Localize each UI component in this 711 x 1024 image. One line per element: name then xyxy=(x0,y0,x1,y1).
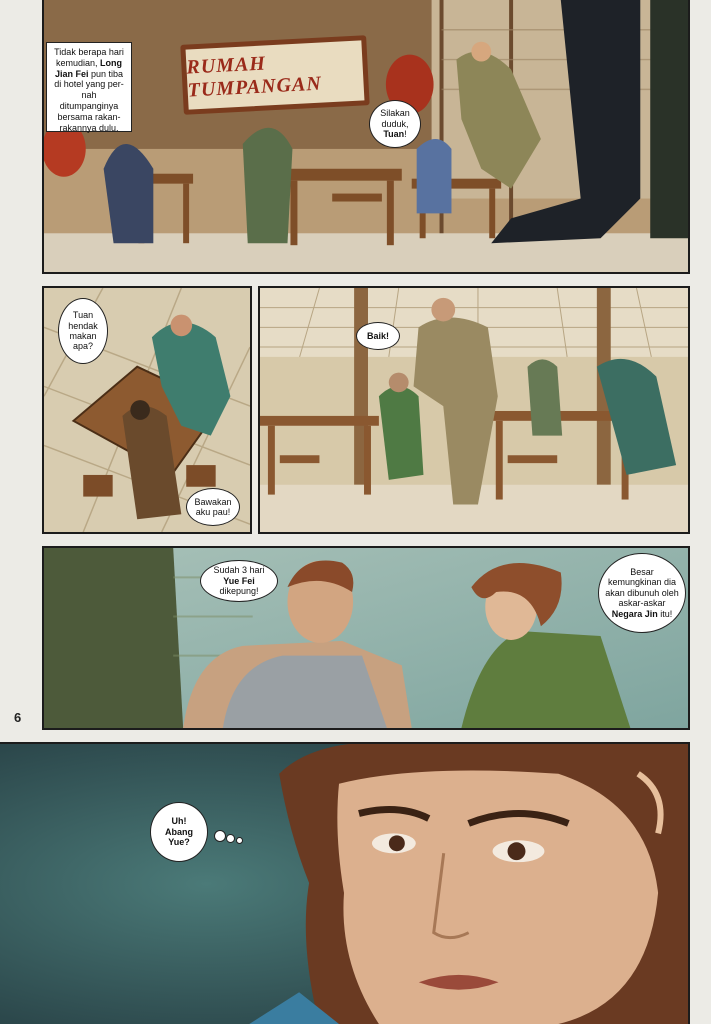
panel-5-closeup xyxy=(0,742,690,1024)
panel-4-conversation xyxy=(42,546,690,730)
caption-part-1: Tidak berapa hari kemudian, xyxy=(54,47,124,68)
speech-bubble-ok: Baik! xyxy=(356,322,400,350)
bubble-left-text-1: Sudah 3 hari xyxy=(213,565,265,576)
bubble-waiter-text-2: Tuan xyxy=(383,129,405,140)
speech-bubble-yue-fei-besieged xyxy=(200,560,278,602)
speech-bubble-waiter-welcome xyxy=(369,100,421,148)
thought-dot-small xyxy=(236,837,243,844)
bubble-left-text-3: dikepung! xyxy=(219,586,259,597)
caption-name: Long Jian Fei xyxy=(54,57,123,79)
bubble-waiter-text-3: ! xyxy=(404,129,407,140)
panel-1-inn-entrance xyxy=(42,0,690,274)
inn-sign-text: RUMAH TUMPANGAN xyxy=(185,52,323,102)
thought-dot-medium xyxy=(226,834,235,843)
bubble-right-text-3: itu! xyxy=(660,608,673,619)
thought-dot-large xyxy=(214,830,226,842)
caption-part-3: pun tiba di hotel yang per-nah ditumpanginya bersama rakan-rakannya dulu. xyxy=(54,68,124,133)
page-number: 6 xyxy=(14,710,22,725)
panel-4-art xyxy=(44,548,688,728)
speech-bubble-bring-buns: Bawakan aku pau! xyxy=(186,488,240,526)
bubble-waiter-text-1: Silakan duduk, xyxy=(380,108,410,129)
thought-bubble-abang-yue: Uh! Abang Yue? xyxy=(150,802,208,862)
narration-caption xyxy=(46,42,132,132)
speech-bubble-likely-killed xyxy=(598,553,686,633)
panel-5-art xyxy=(0,744,688,1024)
inn-signboard xyxy=(180,35,369,115)
bubble-right-name: Negara Jin xyxy=(611,608,658,619)
speech-bubble-what-to-eat: Tuan hendak makan apa? xyxy=(58,298,108,364)
panel-3-art xyxy=(260,288,688,532)
panel-3-waiter-leaving xyxy=(258,286,690,534)
bubble-left-name: Yue Fei xyxy=(223,575,255,586)
bubble-right-text-1: Besar kemungkinan dia akan dibunuh oleh askar-askar xyxy=(605,567,679,609)
